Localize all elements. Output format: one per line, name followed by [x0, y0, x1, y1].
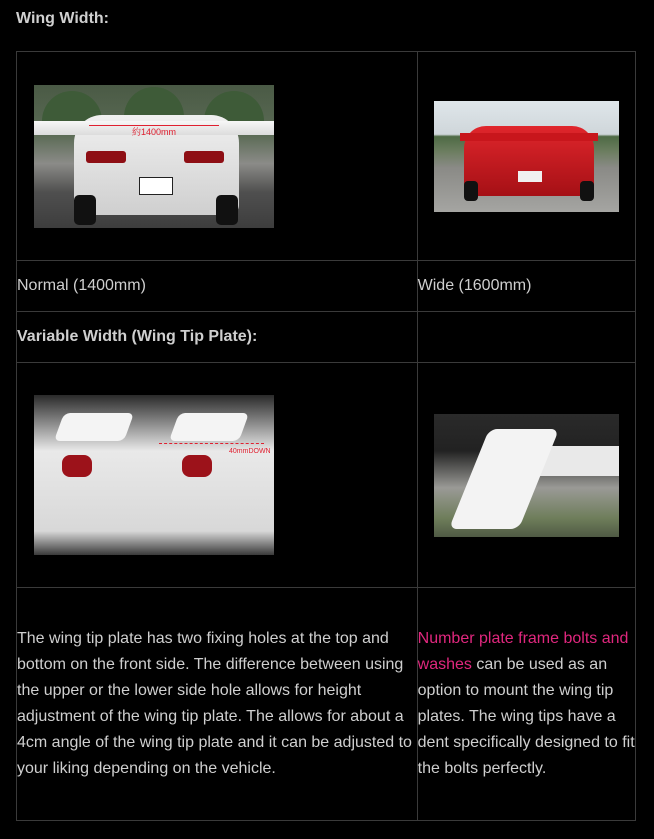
- table-row: [17, 52, 636, 261]
- wing-tip-closeup-photo: [434, 414, 619, 537]
- wing-tip-description: [17, 588, 418, 821]
- table-row: [17, 261, 636, 312]
- table-row: [17, 588, 636, 821]
- wide-width-label: Wide (1600mm): [417, 261, 635, 312]
- wing-spec-table: [16, 51, 636, 821]
- table-cell: [417, 363, 635, 588]
- normal-width-label: Normal (1400mm): [17, 261, 418, 312]
- table-cell: [417, 52, 635, 261]
- mounting-note-text: [418, 626, 635, 782]
- mounting-note-body: can be used as an option to mount the wing tip plates. The wing tips have a dent specifically designed to fit the bolts perfectly.: [417, 656, 635, 777]
- section-heading: Wing Width:: [16, 10, 110, 27]
- wing-tip-side-photo: [34, 395, 274, 555]
- table-row: [17, 363, 636, 588]
- mounting-note: [417, 588, 635, 821]
- variable-width-label: Variable Width (Wing Tip Plate):: [17, 312, 418, 363]
- height-drop-label: 40mmDOWN: [229, 448, 271, 455]
- empty-cell: [417, 312, 635, 363]
- width-measure-label: 約1400mm: [132, 126, 177, 137]
- number-plate-bolts-link[interactable]: Number plate frame bolts and washes: [417, 630, 629, 673]
- wide-wing-photo: [434, 101, 619, 212]
- table-cell: [17, 363, 418, 588]
- table-row: [17, 312, 636, 363]
- description-text: The wing tip plate has two fixing holes at the top and bottom on the front side. The difference between using the upper or the lower side hole allows for height adjustment of the wing tip plate. The allows for about a 4cm angle of the wing tip plate and it can be adjusted to your liking depending on the vehicle.: [17, 630, 412, 777]
- table-cell: [17, 52, 418, 261]
- normal-wing-photo: [34, 85, 274, 228]
